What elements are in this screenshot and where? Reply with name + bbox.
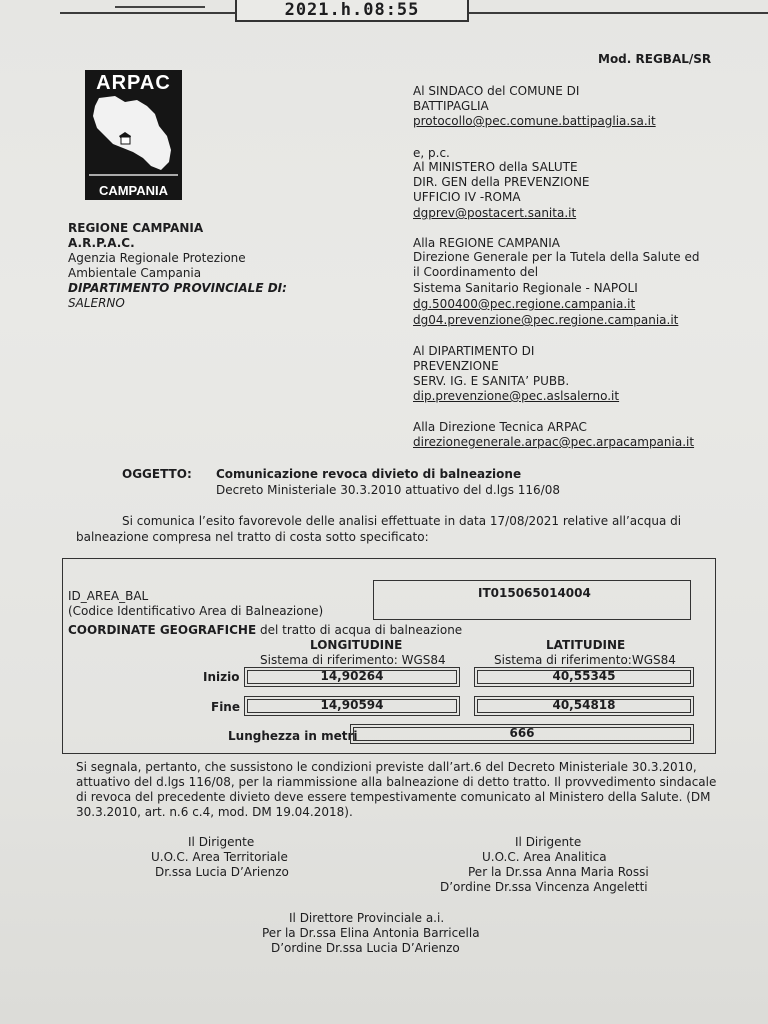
subject-label: OGGETTO: (122, 467, 192, 481)
end-longitude-box (244, 696, 460, 716)
sig-director-order: D’ordine Dr.ssa Lucia D’Arienzo (271, 941, 460, 955)
recipient-ministry-line3: UFFICIO IV -ROMA (413, 190, 521, 204)
body-line3: di revoca del precedente divieto deve essere tempestivamente comunicato al Ministero della Salute. (DM (76, 790, 711, 804)
recipient-region-line3: il Coordinamento del (413, 265, 539, 279)
logo-brand: ARPAC (96, 72, 171, 94)
body-line1: Si segnala, pertanto, che sussistono le condizioni previste dall’art.6 del Decreto Ministeriale 30.3.2010, (76, 760, 697, 774)
box-border (477, 670, 691, 684)
id-area-sublabel: (Codice Identificativo Area di Balneazione) (68, 604, 324, 618)
recipient-mayor-line2: BATTIPAGLIA (413, 99, 489, 113)
recipient-dept-line1: Al DIPARTIMENTO DI (413, 344, 535, 358)
recipient-ministry-email[interactable]: dgprev@postacert.sanita.it (413, 206, 577, 220)
sig-director-for: Per la Dr.ssa Elina Antonia Barricella (262, 926, 480, 940)
sender-region: REGIONE CAMPANIA (68, 221, 204, 235)
recipient-region-email2[interactable]: dg04.prevenzione@pec.regione.campania.it (413, 313, 679, 327)
sig-left-name: Dr.ssa Lucia D’Arienzo (155, 865, 289, 879)
body-line4: 30.3.2010, art. n.6 c.4, mod. DM 19.04.2018). (76, 805, 353, 819)
cc-label: e, p.c. (413, 146, 450, 160)
recipient-region-email1[interactable]: dg.500400@pec.regione.campania.it (413, 297, 636, 311)
sender-agency-line1: Agenzia Regionale Protezione (68, 251, 246, 265)
length-label: Lunghezza in metri (228, 729, 358, 743)
id-area-value: IT015065014004 (478, 586, 591, 600)
coord-heading-bold: COORDINATE GEOGRAFICHE (68, 623, 257, 637)
length-value-box (350, 724, 694, 744)
recipient-arpac-email[interactable]: direzionegenerale.arpac@pec.arpacampania.it (413, 435, 695, 449)
latitude-header: LATITUDINE (546, 638, 626, 652)
start-longitude-box (244, 667, 460, 687)
sig-left-unit: U.O.C. Area Territoriale (151, 850, 288, 864)
id-area-label: ID_AREA_BAL (68, 589, 149, 603)
sig-right-title: Il Dirigente (515, 835, 582, 849)
end-label: Fine (211, 700, 240, 714)
coord-heading-rest: del tratto di acqua di balneazione (256, 623, 463, 637)
start-latitude-box (474, 667, 694, 687)
logo-tagline (89, 174, 178, 176)
sig-director-title: Il Direttore Provinciale a.i. (289, 911, 445, 925)
sig-left-title: Il Dirigente (188, 835, 255, 849)
subject-title: Comunicazione revoca divieto di balneazione (216, 467, 522, 481)
end-longitude: 14,90594 (320, 698, 384, 712)
sig-right-unit: U.O.C. Area Analitica (482, 850, 607, 864)
start-longitude: 14,90264 (320, 669, 384, 683)
end-latitude-box (474, 696, 694, 716)
form-code: Mod. REGBAL/SR (598, 52, 712, 66)
recipient-dept-line3: SERV. IG. E SANITA’ PUBB. (413, 374, 570, 388)
recipient-region-line2: Direzione Generale per la Tutela della Salute ed (413, 250, 700, 264)
longitude-header: LONGITUDINE (310, 638, 403, 652)
start-label: Inizio (203, 670, 240, 684)
sender-agency-line2: Ambientale Campania (68, 266, 202, 280)
subject-decree: Decreto Ministeriale 30.3.2010 attuativo del d.lgs 116/08 (216, 483, 560, 497)
latitude-ref-system: Sistema di riferimento:WGS84 (494, 653, 676, 667)
body-line2: attuativo del d.lgs 116/08, per la riammissione alla balneazione di detto tratto. Il provvedimento sindacale (76, 775, 717, 789)
box-border (247, 670, 457, 684)
recipient-region-line4: Sistema Sanitario Regionale - NAPOLI (413, 281, 638, 295)
recipient-dept-email[interactable]: dip.prevenzione@pec.aslsalerno.it (413, 389, 620, 403)
longitude-ref-system: Sistema di riferimento: WGS84 (260, 653, 446, 667)
intro-line1: Si comunica l’esito favorevole delle analisi effettuate in data 17/08/2021 relative all’acqua di (122, 514, 682, 528)
sig-right-for: Per la Dr.ssa Anna Maria Rossi (468, 865, 649, 879)
recipient-mayor-email[interactable]: protocollo@pec.comune.battipaglia.sa.it (413, 114, 656, 128)
recipient-ministry-line1: Al MINISTERO della SALUTE (413, 160, 578, 174)
intro-line2: balneazione compresa nel tratto di costa sotto specificato: (76, 530, 429, 544)
sender-city: SALERNO (68, 296, 125, 310)
recipient-dept-line2: PREVENZIONE (413, 359, 499, 373)
end-latitude: 40,54818 (552, 698, 616, 712)
protocol-stamp: 2021.h.08:55 (235, 0, 469, 22)
sender-department: DIPARTIMENTO PROVINCIALE DI: (68, 281, 287, 295)
length-value: 666 (509, 726, 535, 740)
id-area-value-box (373, 580, 691, 620)
recipient-region-line1: Alla REGIONE CAMPANIA (413, 236, 560, 250)
box-border (247, 699, 457, 713)
recipient-ministry-line2: DIR. GEN della PREVENZIONE (413, 175, 590, 189)
start-latitude: 40,55345 (552, 669, 616, 683)
box-border (477, 699, 691, 713)
coord-heading (68, 623, 462, 638)
campania-map-icon (85, 92, 182, 174)
sig-right-order: D’ordine Dr.ssa Vincenza Angeletti (440, 880, 648, 894)
sender-acronym: A.R.P.A.C. (68, 236, 135, 250)
recipient-arpac-line1: Alla Direzione Tecnica ARPAC (413, 420, 587, 434)
recipient-mayor-line1: Al SINDACO del COMUNE DI (413, 84, 580, 98)
handwritten-mark (115, 0, 205, 8)
box-border (353, 727, 691, 741)
logo-region: CAMPANIA (98, 183, 169, 198)
arpac-logo (85, 70, 182, 200)
